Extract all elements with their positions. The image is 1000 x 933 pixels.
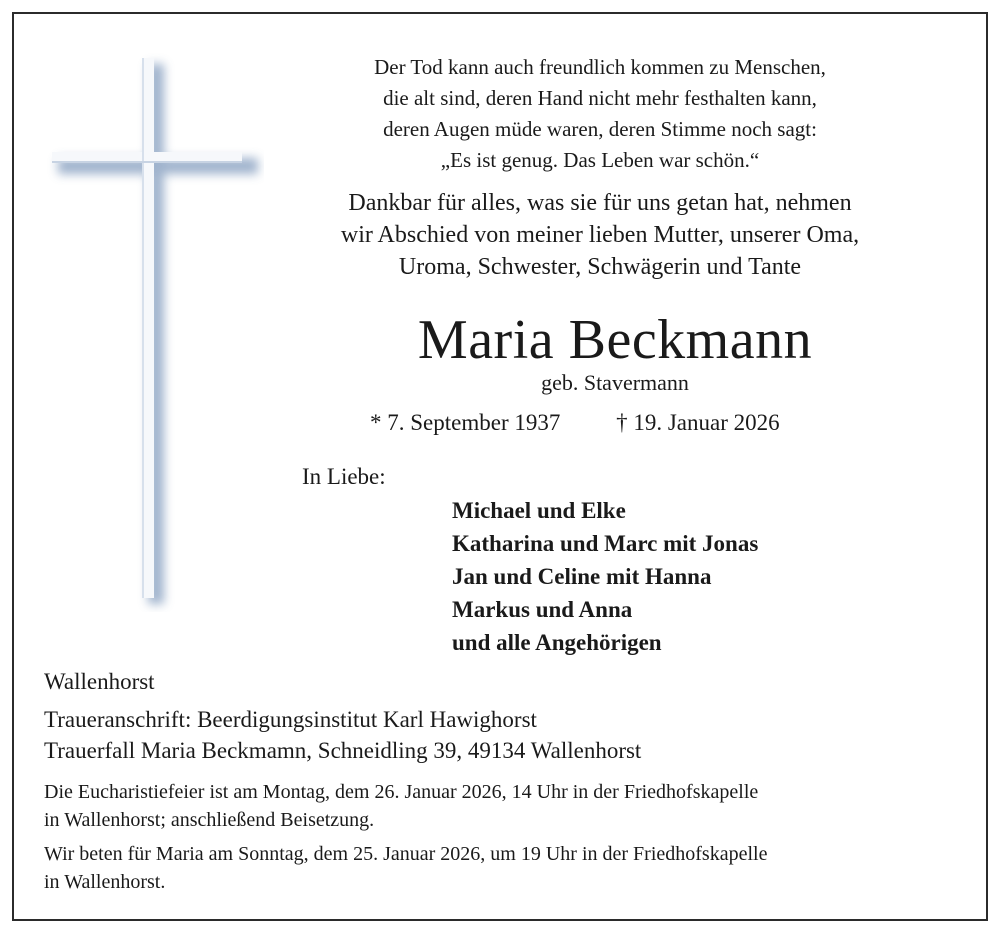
mourners-label: In Liebe:: [302, 464, 386, 489]
mourner-name: Katharina und Marc mit Jonas: [452, 531, 759, 556]
mass-line: Die Eucharistiefeier ist am Montag, dem 26. Januar 2026, 14 Uhr in der Friedhofskapelle: [44, 781, 759, 803]
intro-line: wir Abschied von meiner lieben Mutter, unserer Oma,: [340, 222, 860, 248]
poem-line: Der Tod kann auch freundlich kommen zu Menschen,: [374, 55, 826, 79]
poem-line: die alt sind, deren Hand nicht mehr festhalten kann,: [383, 86, 817, 110]
poem-line: „Es ist genug. Das Leben war schön.“: [440, 148, 760, 172]
poem: [280, 52, 920, 176]
intro-line: Dankbar für alles, was sie für uns getan hat, nehmen: [348, 190, 852, 216]
poem-line: deren Augen müde waren, deren Stimme noch sagt:: [383, 117, 817, 141]
mourner-name: Markus und Anna: [452, 597, 633, 622]
birth-name: geb. Stavermann: [541, 370, 689, 395]
mourning-address: [44, 704, 641, 766]
prayer-line: Wir beten für Maria am Sonntag, dem 25. Januar 2026, um 19 Uhr in der Friedhofskapelle: [44, 843, 768, 865]
cross-icon: [44, 52, 264, 612]
birth-date: * 7. September 1937: [370, 410, 561, 435]
service-info: [44, 778, 974, 896]
intro-text: [260, 187, 940, 283]
place: Wallenhorst: [44, 669, 155, 694]
mourner-name: und alle Angehörigen: [452, 630, 662, 655]
address-line: Trauerfall Maria Beckmamn, Schneidling 39, 49134 Wallenhorst: [44, 738, 642, 763]
mourners-list: [452, 494, 758, 659]
death-date: † 19. Januar 2026: [616, 410, 780, 435]
prayer-line: in Wallenhorst.: [44, 871, 166, 893]
life-dates: [370, 408, 780, 438]
mass-line: in Wallenhorst; anschließend Beisetzung.: [44, 809, 375, 831]
mourner-name: Jan und Celine mit Hanna: [452, 564, 712, 589]
deceased-name: Maria Beckmann: [417, 309, 813, 371]
intro-line: Uroma, Schwester, Schwägerin und Tante: [398, 254, 802, 280]
mourner-name: Michael und Elke: [452, 498, 626, 523]
address-line: Traueranschrift: Beerdigungsinstitut Karl Hawighorst: [44, 707, 537, 732]
